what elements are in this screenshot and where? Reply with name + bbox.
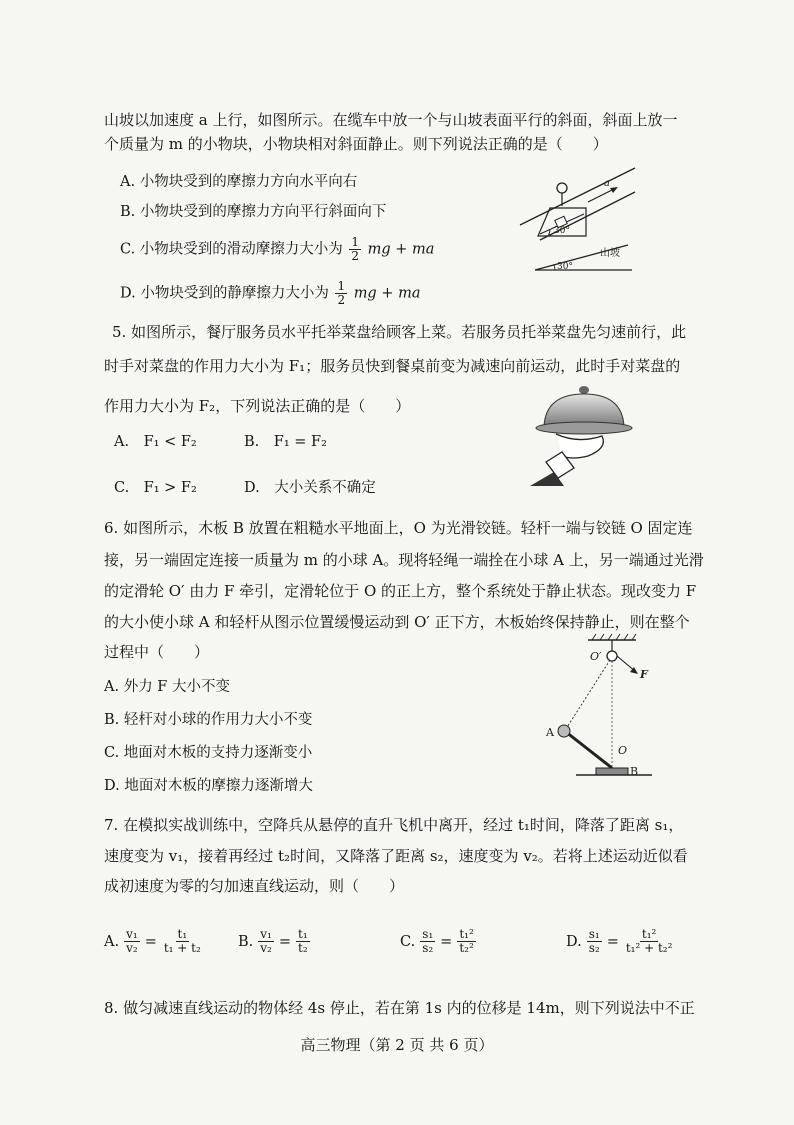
q4-cable-car-figure	[510, 150, 640, 280]
q7-c-rnum: t₁²	[459, 927, 474, 941]
dome-knob	[579, 386, 589, 394]
q7-line-2: 速度变为 v₁，接着再经过 t₂时间，又降落了距离 s₂，速度变为 v₂。若将上述运动近似看	[104, 847, 688, 865]
acceleration-label: a	[604, 178, 610, 189]
q7-option-c: C. $\frac{\text{s₁}}{\text{s₂}}$ = $\frac{\text{t₁²}}{\text{t₂²}}$	[400, 927, 474, 955]
q4-option-d	[120, 280, 420, 307]
q7-option-b: B. $\frac{\text{v₁}}{\text{v₂}}$ = $\frac{\text{t₁}}{\text{t₂}}$	[238, 927, 308, 955]
q4-option-c	[120, 236, 434, 263]
q7-option-d: D. $\frac{\text{s₁}}{\text{s₂}}$ = $\frac{\text{t₁²}}{\text{t₁² + t₂²}}$	[566, 927, 673, 955]
ball-label: A	[546, 726, 554, 739]
q5-option-a: A. F₁ < F₂	[114, 434, 197, 450]
q7-a-rden: t₁ + t₂	[163, 941, 201, 955]
q6-line-5: 过程中（ ）	[104, 643, 210, 661]
q7-c-lden: s₂	[422, 941, 434, 955]
q6-line-1: 6. 如图所示，木板 B 放置在粗糙水平地面上，O 为光滑铰链。轻杆一端与铰链 O 固定连	[104, 519, 693, 537]
q4-option-a: A. 小物块受到的摩擦力方向水平向右	[120, 174, 358, 190]
q7-line-1: 7. 在模拟实战训练中，空降兵从悬停的直升飞机中离开，经过 t₁时间，降落了距离 s₁，	[104, 816, 684, 834]
q6-option-d: D. 地面对木板的摩擦力逐渐增大	[104, 778, 313, 794]
slope-label: 山坡	[600, 248, 620, 259]
q7-b-rden: t₂	[298, 941, 308, 955]
q7-option-a: A. $\frac{\text{v₁}}{\text{v₂}}$ = $\frac{\text{t₁}}{\text{t₁ + t₂}}$	[104, 927, 201, 955]
q4-c-frac-den: 2	[351, 249, 360, 263]
q5-line-3: 作用力大小为 F₂，下列说法正确的是（ ）	[104, 397, 411, 415]
q7-d-lden: s₂	[588, 941, 600, 955]
q7-b-label: B.	[238, 933, 254, 950]
q4-option-b: B. 小物块受到的摩擦力方向平行斜面向下	[120, 204, 387, 220]
q6-pulley-rod-figure	[540, 632, 660, 782]
angle-label-2: 30°	[557, 262, 573, 272]
q4-option-c-fraction	[349, 236, 361, 263]
q4-option-d-tail: mg + ma	[353, 285, 421, 302]
q7-line-3: 成初速度为零的匀加速直线运动，则（ ）	[104, 877, 405, 895]
q7-d-lnum: s₁	[588, 927, 600, 941]
q6-line-4: 的大小使小球 A 和轻杆从图示位置缓慢运动到 O′ 正下方，木板始终保持静止，则在整个	[104, 613, 690, 631]
q4-line-1: 山坡以加速度 a 上行，如图所示。在缆车中放一个与山坡表面平行的斜面，斜面上放一	[104, 111, 678, 129]
q4-option-c-text: C. 小物块受到的滑动摩擦力大小为	[120, 241, 343, 258]
q7-a-lnum: v₁	[126, 927, 138, 941]
q8-line-1: 8. 做匀减速直线运动的物体经 4s 停止，若在第 1s 内的位移是 14m，则下列说法中不正	[104, 999, 695, 1017]
q7-d-label: D.	[566, 933, 582, 950]
q6-option-a: A. 外力 F 大小不变	[104, 679, 230, 695]
q4-d-frac-den: 2	[337, 293, 346, 307]
q7-d-rden: t₁² + t₂²	[625, 941, 673, 955]
ball-a	[558, 725, 570, 737]
pulley-label: O′	[590, 650, 602, 663]
arrowhead-icon	[610, 187, 618, 193]
board-b	[596, 768, 628, 775]
page-footer: 高三物理（第 2 页 共 6 页）	[300, 1036, 494, 1054]
ceiling-hatch	[592, 634, 636, 640]
tray-plate	[536, 422, 632, 434]
q6-line-3: 的定滑轮 O′ 由力 F 牵引，定滑轮位于 O 的正上方，整个系统处于静止状态。现改变力 F	[104, 582, 697, 600]
pulley-icon	[557, 183, 567, 193]
q7-b-rnum: t₁	[298, 927, 308, 941]
q7-a-label: A.	[104, 933, 120, 950]
q7-c-label: C.	[400, 933, 416, 950]
board-label: B	[630, 765, 639, 778]
rope-line	[564, 660, 610, 732]
q5-option-d: D. 大小关系不确定	[244, 480, 376, 496]
angle-arc-2	[554, 265, 555, 270]
q4-option-d-text: D. 小物块受到的静摩擦力大小为	[120, 285, 329, 302]
q5-option-c: C. F₁ > F₂	[114, 480, 197, 496]
hinge-label: O	[618, 744, 628, 757]
light-rod	[566, 732, 612, 768]
fixed-pulley-icon	[607, 651, 617, 661]
q5-option-b: B. F₁ = F₂	[244, 434, 327, 450]
q7-b-lnum: v₁	[260, 927, 272, 941]
angle-label-1: 30°	[554, 226, 570, 236]
force-label: F	[640, 668, 648, 681]
q6-line-2: 接，另一端固定连接一质量为 m 的小球 A。现将轻绳一端拴在小球 A 上，另一端通过光滑	[104, 551, 704, 569]
q6-option-b: B. 轻杆对小球的作用力大小不变	[104, 712, 313, 728]
q7-a-rnum: t₁	[177, 927, 188, 941]
q5-line-2: 时手对菜盘的作用力大小为 F₁；服务员快到餐桌前变为减速向前运动，此时手对菜盘的	[104, 357, 681, 375]
q4-option-d-fraction	[335, 280, 347, 307]
q5-line-1: 5. 如图所示，餐厅服务员水平托举菜盘给顾客上菜。若服务员托举菜盘先匀速前行，此	[112, 323, 687, 341]
q7-c-lnum: s₁	[422, 927, 434, 941]
q7-c-rden: t₂²	[459, 941, 474, 955]
q4-line-2: 个质量为 m 的小物块，小物块相对斜面静止。则下列说法正确的是（ ）	[104, 135, 608, 153]
q6-option-c: C. 地面对木板的支持力逐渐变小	[104, 745, 313, 761]
q7-d-rnum: t₁²	[641, 927, 657, 941]
q7-b-lden: v₂	[260, 941, 272, 955]
dish-cover-icon	[544, 394, 624, 426]
q4-option-c-tail: mg + ma	[367, 241, 435, 258]
q7-a-lden: v₂	[126, 941, 138, 955]
q4-d-frac-num: 1	[337, 279, 346, 293]
q5-waiter-dish-figure	[528, 382, 636, 492]
q4-c-frac-num: 1	[351, 235, 360, 249]
